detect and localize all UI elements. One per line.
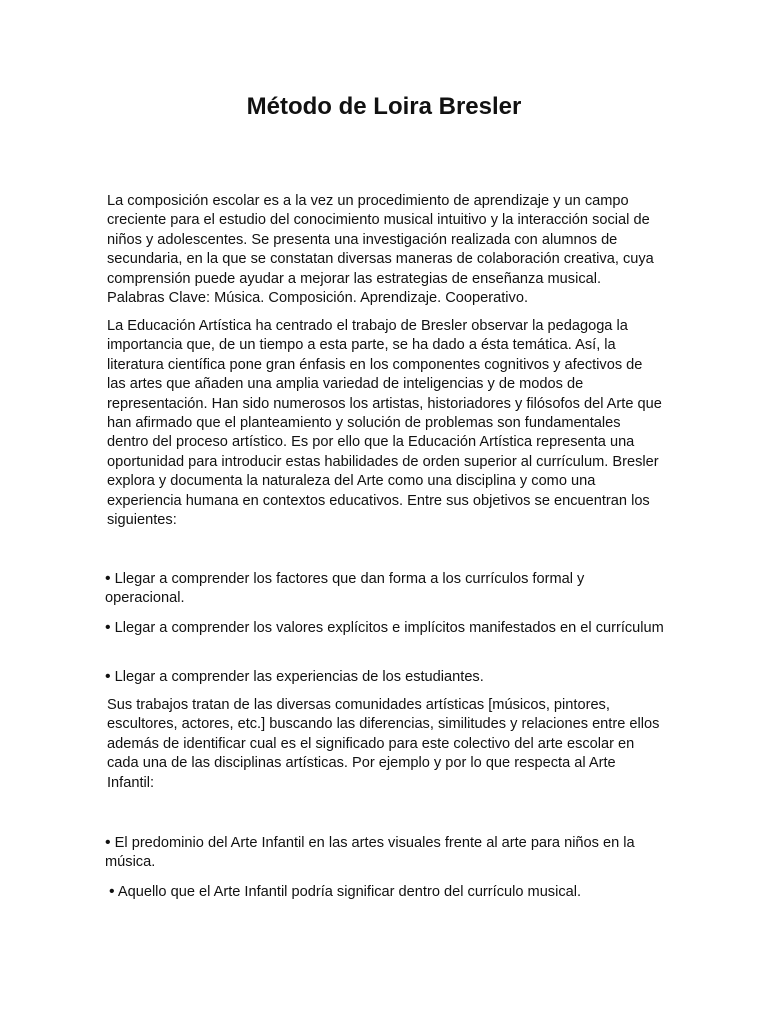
abstract-paragraph: La composición escolar es a la vez un procedimiento de aprendizaje y un campo creciente para el estudio del conocimiento musical intuitivo y la interacción social de niños y adolescentes. Se presenta una investigación realizada con alumnos de secundaria, en la que se constatan diversas maneras de colaboración creativa, cuya comprensión puede ayudar a mejorar las estrategias de enseñanza musical. Palabras Clave: Música. Composición. Aprendizaje. Cooperativo. — [107, 193, 654, 307]
infantil-text: Aquello que el Arte Infantil podría significar dentro del currículo musical. — [117, 884, 582, 900]
objective-text: Llegar a comprender los factores que dan forma a los currículos formal y operacional. — [105, 571, 585, 607]
bullet-icon: • — [109, 883, 115, 900]
education-paragraph: La Educación Artística ha centrado el trabajo de Bresler observar la pedagoga la importancia que, de un tiempo a esta parte, se ha dado a ésta temática. Así, la literatura científica pone gran énfasis en los componentes cognitivos y afectivos de las artes que añaden una amplia variedad de inteligencias y de modos de representación. Han sido numerosos los artistas, historiadores y filósofos del Arte que han afirmado que el planteamiento y solución de problemas son fundamentales dentro del proceso artístico. Es por ello que la Educación Artística representa una oportunidad para introducir estas habilidades de orden superior al currículum. Bresler explora y documenta la naturaleza del Arte como una disciplina y como una experiencia humana en contextos educativos. Entre sus objetivos se encuentran los siguientes: — [107, 318, 662, 529]
bullet-icon: • — [105, 570, 111, 587]
page-title: Método de Loira Bresler — [246, 93, 522, 120]
objective-item — [105, 569, 665, 609]
infantil-item — [109, 882, 669, 902]
bullet-icon: • — [105, 668, 111, 685]
bullet-icon: • — [105, 619, 111, 636]
bullet-icon: • — [105, 834, 111, 851]
objective-text: Llegar a comprender los valores explícitos e implícitos manifestados en el currículum — [114, 620, 664, 636]
objective-item — [105, 618, 665, 638]
objective-text: Llegar a comprender las experiencias de los estudiantes. — [114, 669, 484, 685]
objective-item — [105, 667, 665, 687]
infantil-item — [105, 833, 665, 873]
artistic-communities-paragraph: Sus trabajos tratan de las diversas comunidades artísticas [músicos, pintores, escultores, actores, etc.] buscando las diferencias, similitudes y relaciones entre ellos además de identificar cual es el significado para este colectivo del arte escolar en cada una de las disciplinas artísticas. Por ejemplo y por lo que respecta al Arte Infantil: — [107, 697, 660, 791]
infantil-text: El predominio del Arte Infantil en las artes visuales frente al arte para niños en la música. — [105, 835, 635, 871]
